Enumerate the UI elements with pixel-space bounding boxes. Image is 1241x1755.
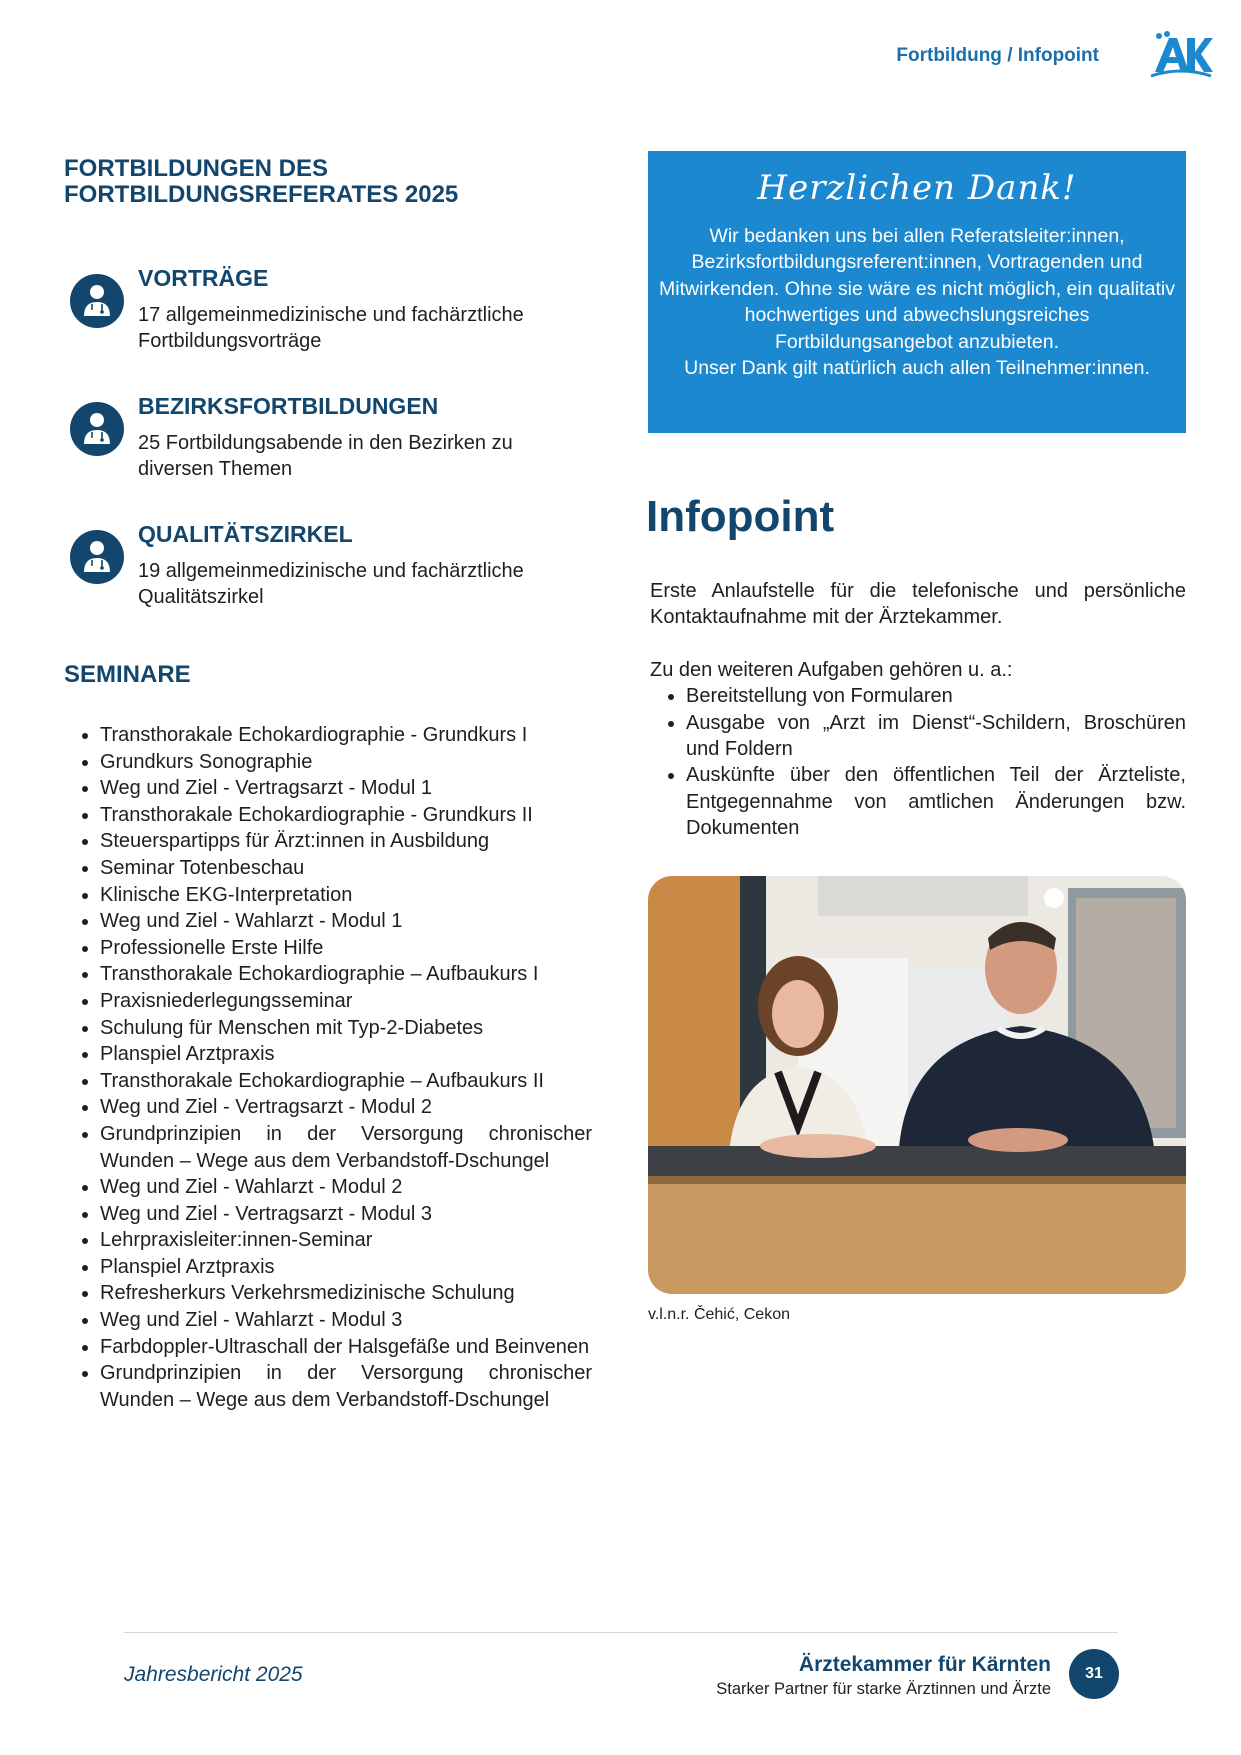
footer-report-title: Jahresbericht 2025 — [124, 1663, 303, 1686]
list-item: • Grundprinzipien in der Versorgung chronischer Wunden – Wege aus dem Verbandstoff-Dschungel — [100, 1360, 592, 1413]
list-item: • Weg und Ziel - Wahlarzt - Modul 2 — [100, 1174, 592, 1201]
list-item: • Farbdoppler-Ultraschall der Halsgefäße und Beinvenen — [100, 1334, 592, 1361]
doctor-icon — [70, 274, 124, 328]
main-heading-line2: FORTBILDUNGSREFERATES 2025 — [64, 181, 459, 208]
thanks-text-main: Wir bedanken uns bei allen Referatsleiter:innen, Bezirksfortbildungsreferent:innen, Vortragenden und Mitwirkenden. Ohne sie wäre es nicht möglich, ein qualitativ hochwertiges und abwechslungsreiches Fortbildungsangebot anzubieten. — [659, 225, 1175, 353]
category-title: BEZIRKSFORTBILDUNGEN — [138, 393, 439, 419]
thanks-box — [648, 151, 1186, 433]
infopoint-intro: Erste Anlaufstelle für die telefonische und persönliche Kontaktaufnahme mit der Ärztekammer. — [650, 580, 1186, 629]
list-item: • Bereitstellung von Formularen — [686, 683, 1186, 709]
list-item: • Grundkurs Sonographie — [100, 749, 592, 776]
list-item: • Planspiel Arztpraxis — [100, 1254, 592, 1281]
category-qualitaetszirkel — [64, 520, 592, 610]
list-item: • Transthorakale Echokardiographie - Grundkurs II — [100, 802, 592, 829]
thanks-text — [658, 223, 1176, 381]
list-item: • Steuerspartipps für Ärzt:innen in Ausbildung — [100, 828, 592, 855]
list-item: • Transthorakale Echokardiographie – Aufbaukurs I — [100, 961, 592, 988]
seminar-list — [64, 722, 592, 1413]
doctor-icon — [70, 530, 124, 584]
footer-divider — [124, 1632, 1118, 1633]
list-item: • Weg und Ziel - Vertragsarzt - Modul 3 — [100, 1201, 592, 1228]
category-title: VORTRÄGE — [138, 265, 269, 291]
infopoint-heading: Infopoint — [646, 492, 835, 541]
infopoint-photo — [648, 876, 1186, 1294]
list-item: • Seminar Totenbeschau — [100, 855, 592, 882]
category-text: 19 allgemeinmedizinische und fachärztliche Qualitätszirkel — [138, 560, 524, 608]
category-title: QUALITÄTSZIRKEL — [138, 521, 353, 547]
aek-logo — [1149, 28, 1213, 80]
thanks-text-participants: Unser Dank gilt natürlich auch allen Teilnehmer:innen. — [684, 357, 1150, 380]
doctor-icon — [70, 402, 124, 456]
page-number: 31 — [1069, 1649, 1119, 1699]
list-item: • Schulung für Menschen mit Typ-2-Diabetes — [100, 1015, 592, 1042]
list-item: • Refresherkurs Verkehrsmedizinische Schulung — [100, 1280, 592, 1307]
infopoint-body — [650, 578, 1186, 842]
list-item: • Transthorakale Echokardiographie – Aufbaukurs II — [100, 1068, 592, 1095]
footer-organization: Ärztekammer für Kärnten — [798, 1653, 1051, 1676]
list-item: • Transthorakale Echokardiographie - Grundkurs I — [100, 722, 592, 749]
list-item: • Weg und Ziel - Wahlarzt - Modul 1 — [100, 908, 592, 935]
category-text: 25 Fortbildungsabende in den Bezirken zu diversen Themen — [138, 432, 513, 480]
list-item: • Ausgabe von „Arzt im Dienst“-Schildern, Broschüren und Foldern — [686, 710, 1186, 763]
list-item: • Praxisniederlegungsseminar — [100, 988, 592, 1015]
list-item: • Grundprinzipien in der Versorgung chronischer Wunden – Wege aus dem Verbandstoff-Dschungel — [100, 1121, 592, 1174]
category-text: 17 allgemeinmedizinische und fachärztliche Fortbildungsvorträge — [138, 304, 524, 352]
main-heading — [64, 156, 592, 208]
section-title: Fortbildung / Infopoint — [896, 45, 1099, 66]
list-item: • Lehrpraxisleiter:innen-Seminar — [100, 1227, 592, 1254]
category-bezirksfortbildungen — [64, 392, 592, 482]
category-vortraege — [64, 264, 592, 354]
thanks-title: Herzlichen Dank! — [757, 168, 1077, 208]
tasks-intro: Zu den weiteren Aufgaben gehören u. a.: — [650, 658, 1013, 681]
seminare-heading: SEMINARE — [64, 661, 191, 688]
list-item: • Klinische EKG-Interpretation — [100, 882, 592, 909]
list-item: • Weg und Ziel - Vertragsarzt - Modul 2 — [100, 1094, 592, 1121]
task-list — [650, 683, 1186, 841]
main-heading-line1: FORTBILDUNGEN DES — [64, 155, 328, 182]
list-item: • Weg und Ziel - Wahlarzt - Modul 3 — [100, 1307, 592, 1334]
list-item: • Auskünfte über den öffentlichen Teil der Ärzteliste, Entgegennahme von amtlichen Änderungen bzw. Dokumenten — [686, 762, 1186, 841]
list-item: • Weg und Ziel - Vertragsarzt - Modul 1 — [100, 775, 592, 802]
list-item: • Professionelle Erste Hilfe — [100, 935, 592, 962]
list-item: • Planspiel Arztpraxis — [100, 1041, 592, 1068]
photo-caption: v.l.n.r. Čehić, Cekon — [648, 1306, 790, 1323]
footer-tagline: Starker Partner für starke Ärztinnen und Ärzte — [716, 1680, 1051, 1698]
left-column — [64, 156, 592, 1413]
